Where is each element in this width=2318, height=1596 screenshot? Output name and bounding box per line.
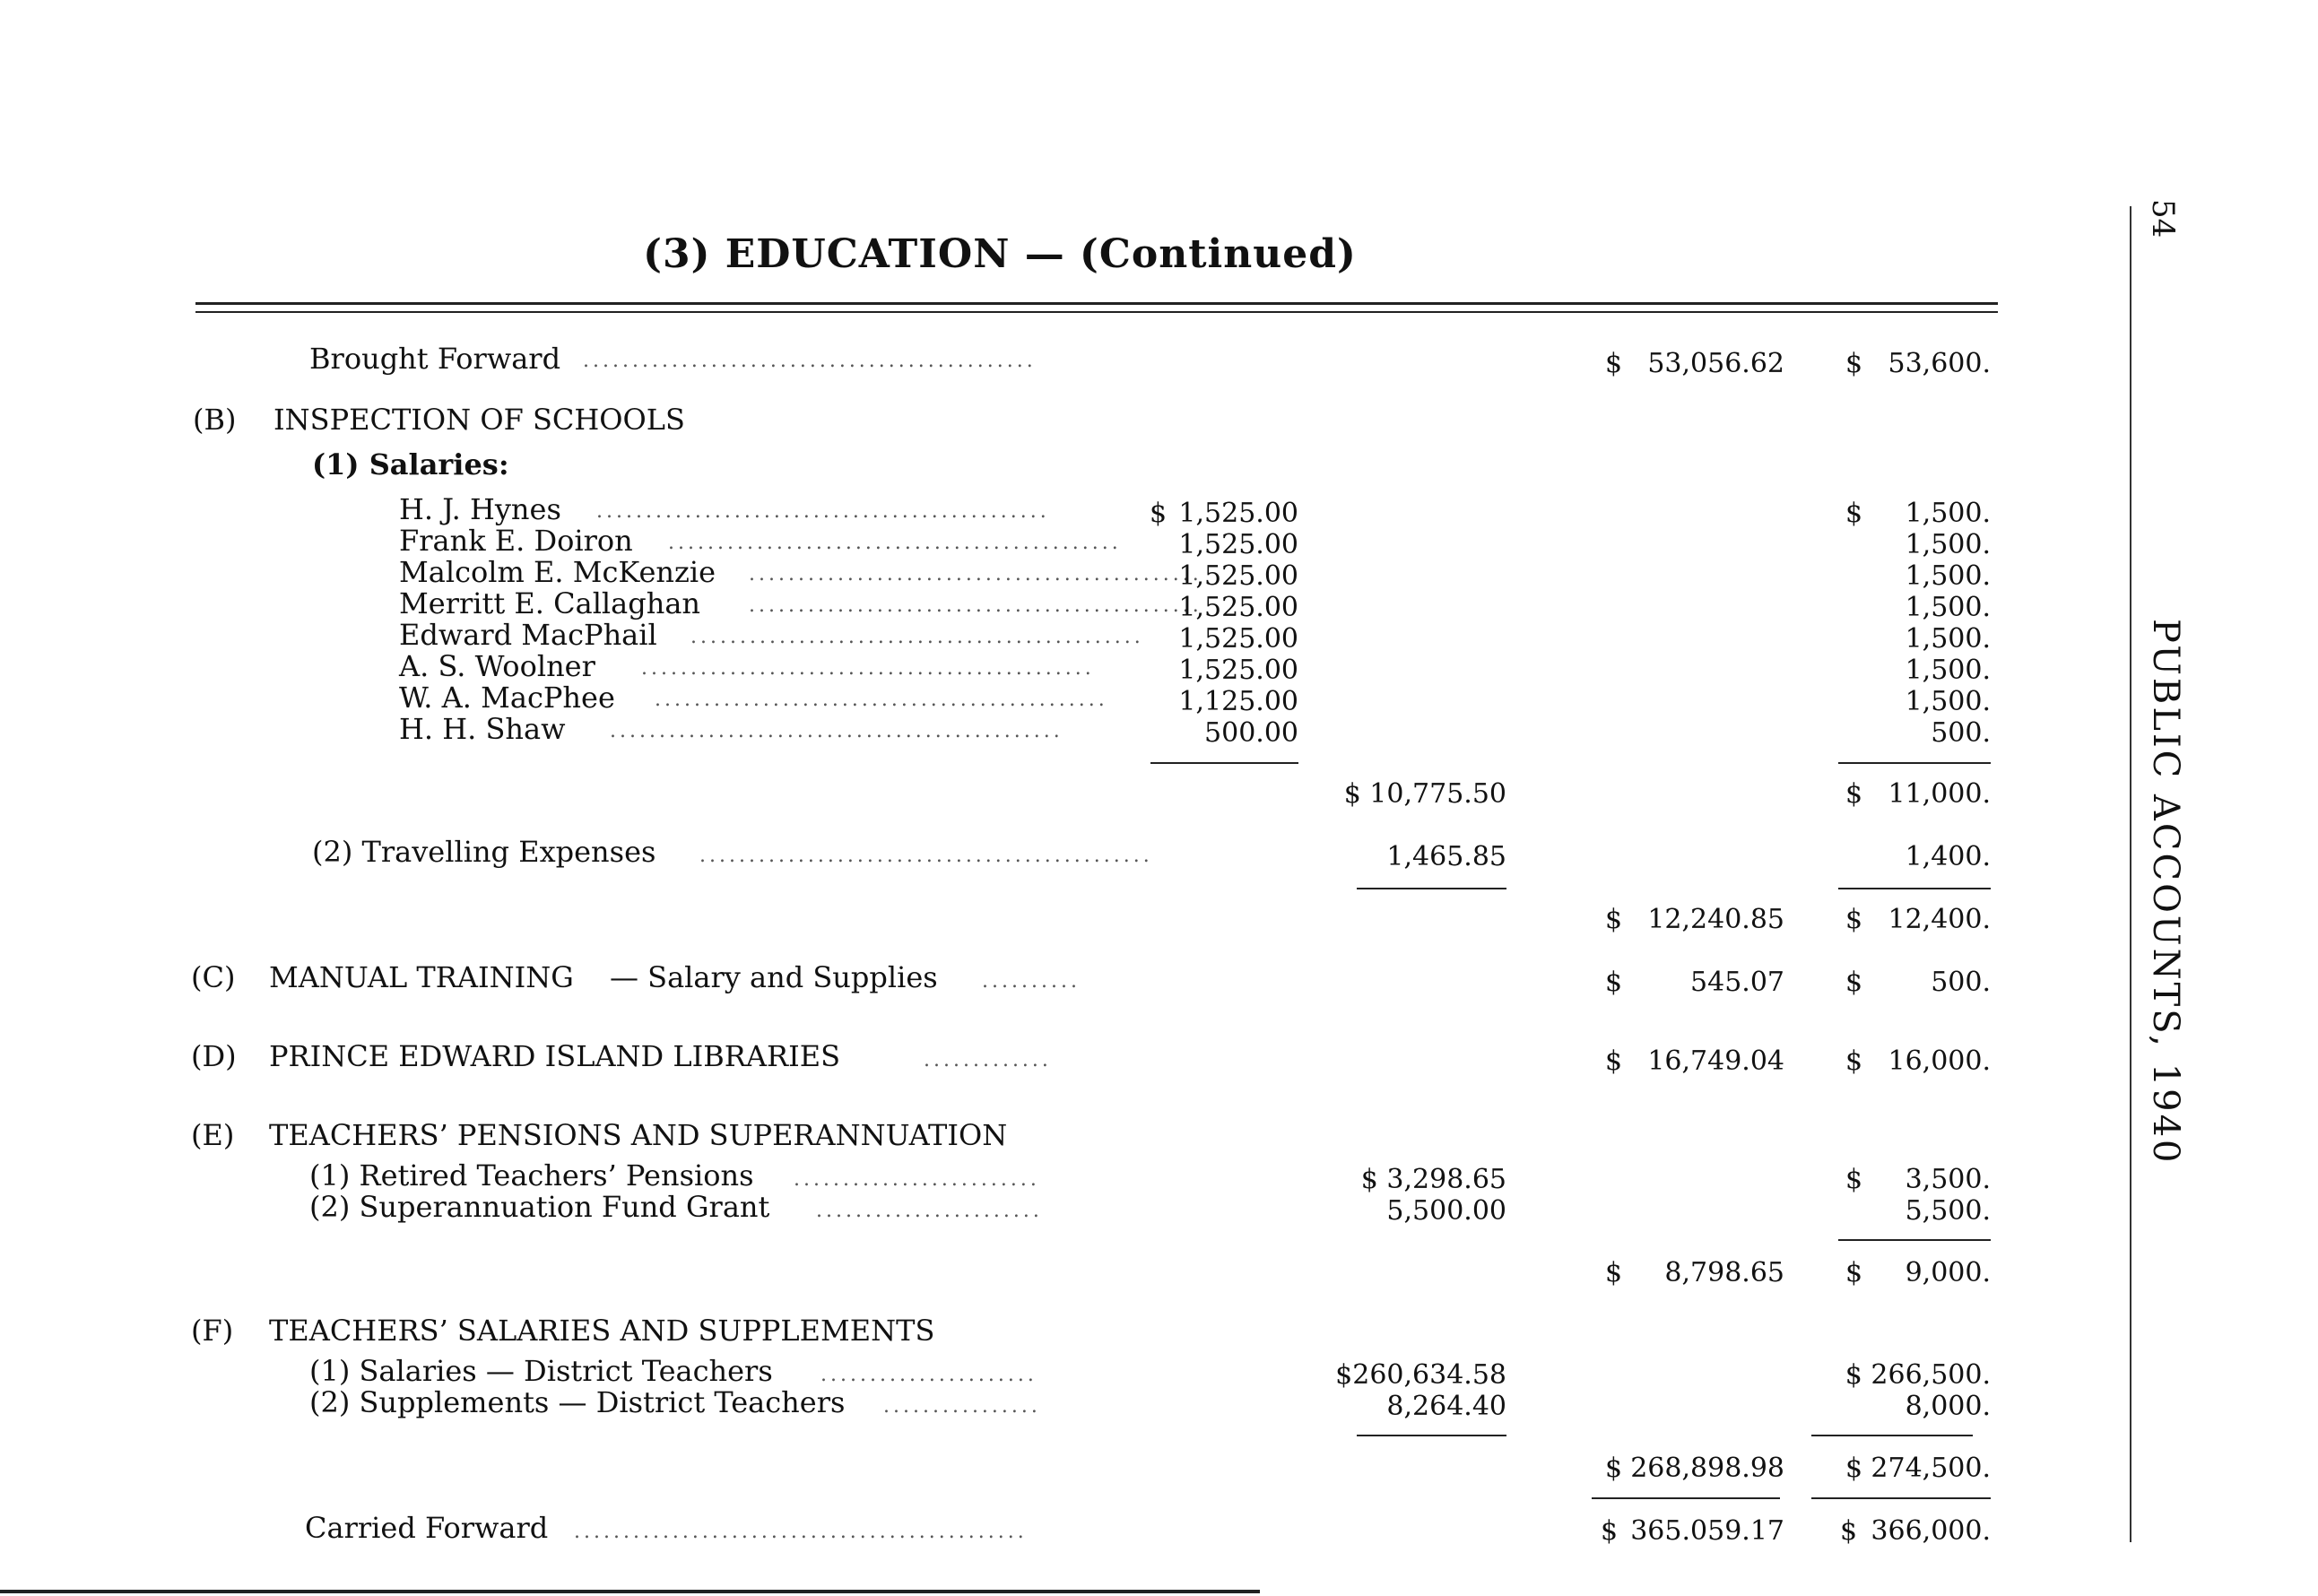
bottom-edge-rule [0, 1590, 1260, 1593]
subtotal-rule [1838, 888, 1991, 889]
list-item-estimate: $ 266,500. [1845, 1359, 1991, 1391]
currency: $ [1605, 1453, 1623, 1484]
list-item-amount: 1,525.00 [1178, 560, 1298, 592]
total-rule [1592, 1497, 1780, 1499]
list-item-estimate: 1,500. [1905, 592, 1991, 623]
list-item-amount: 1,525.00 [1178, 623, 1298, 655]
list-item-amount: 1,525.00 [1178, 655, 1298, 686]
list-item-estimate: 1,500. [1905, 529, 1991, 560]
section-heading: TEACHERS’ SALARIES AND SUPPLEMENTS [269, 1314, 935, 1348]
list-item-amount: $ 3,298.65 [1360, 1164, 1506, 1195]
leader-dots: .............................................. [699, 845, 1153, 867]
section-letter: (F) [191, 1314, 234, 1348]
leader-dots: .............................................. [574, 1521, 1028, 1543]
leader-dots: .............................................. [655, 689, 1108, 711]
list-item-label: (1) Salaries — District Teachers [309, 1354, 773, 1388]
currency: $ [1845, 1257, 1863, 1288]
subtotal-rule [1838, 1239, 1991, 1241]
list-item-label: (1) Retired Teachers’ Pensions [309, 1158, 754, 1193]
list-item-amount: 5,500.00 [1386, 1195, 1506, 1227]
list-item-name: W. A. MacPhee [399, 681, 615, 715]
list-item-name: Edward MacPhail [399, 618, 657, 652]
section-letter: (D) [191, 1039, 237, 1073]
page-title: (3) EDUCATION — (Continued) [643, 231, 1357, 277]
section-amount: 545.07 [1690, 967, 1784, 998]
leader-dots: ............. [924, 1049, 1052, 1071]
header-rule-top [195, 302, 1998, 305]
subtotal-rule [1357, 1435, 1506, 1436]
subtotal-rule [1357, 888, 1506, 889]
currency: $ [1605, 1257, 1623, 1288]
carried-forward-amount: 365.059.17 [1630, 1515, 1784, 1547]
leader-dots: .............................................. [641, 657, 1095, 680]
list-item-amount: 1,525.00 [1178, 498, 1298, 529]
leader-dots: .......... [982, 970, 1081, 993]
list-item-label: (2) Superannuation Fund Grant [309, 1190, 770, 1224]
travelling-amount: 1,465.85 [1386, 841, 1506, 872]
list-item-estimate: 1,500. [1905, 686, 1991, 717]
list-item-amount: 1,525.00 [1178, 529, 1298, 560]
section-estimate: 500. [1931, 967, 1991, 998]
section-subheading: — Salary and Supplies [610, 960, 938, 994]
section-total-estimate: 9,000. [1905, 1257, 1991, 1288]
carried-forward-label: Carried Forward [305, 1511, 549, 1545]
leader-dots: ...................... [820, 1364, 1037, 1386]
travelling-label: (2) Travelling Expenses [312, 835, 656, 869]
section-heading: INSPECTION OF SCHOOLS [273, 403, 685, 437]
subtotal-rule [1150, 762, 1298, 764]
running-title: PUBLIC ACCOUNTS, 1940 [2145, 619, 2186, 1166]
leader-dots: ................ [883, 1395, 1041, 1418]
leader-dots: ....................... [816, 1200, 1043, 1222]
currency: $ [1845, 498, 1863, 529]
brought-forward-amount: 53,056.62 [1647, 348, 1784, 379]
list-item-estimate: 5,500. [1905, 1195, 1991, 1227]
section-total-estimate: 12,400. [1888, 904, 1991, 935]
currency: $ [1845, 904, 1863, 935]
currency: $ [1845, 1453, 1863, 1484]
currency: $ [1840, 1515, 1858, 1547]
leader-dots: .............................................. [610, 720, 1064, 742]
side-divider [2130, 206, 2131, 1542]
brought-forward-label: Brought Forward [309, 342, 561, 376]
currency: $ [1605, 348, 1623, 379]
total-rule [1811, 1497, 1991, 1499]
list-item-name: Merritt E. Callaghan [399, 586, 701, 620]
leader-dots: .............................................. [690, 626, 1144, 648]
list-item-estimate: 1,500. [1905, 623, 1991, 655]
section-total-amount: 268,898.98 [1630, 1453, 1784, 1484]
currency: $ [1605, 904, 1623, 935]
list-item-name: A. S. Woolner [399, 649, 595, 683]
list-item-estimate: 1,500. [1905, 560, 1991, 592]
list-item-estimate: 1,500. [1905, 498, 1991, 529]
salaries-total-amount: $ 10,775.50 [1343, 778, 1506, 810]
list-item-estimate: 1,500. [1905, 655, 1991, 686]
section-total-amount: 8,798.65 [1664, 1257, 1784, 1288]
list-item-amount: 1,125.00 [1178, 686, 1298, 717]
brought-forward-estimate: 53,600. [1888, 348, 1991, 379]
section-heading: TEACHERS’ PENSIONS AND SUPERANNUATION [269, 1118, 1008, 1152]
currency: $ [1845, 348, 1863, 379]
list-item-amount: $260,634.58 [1335, 1359, 1506, 1391]
section-letter: (C) [191, 960, 236, 994]
list-item-label: (2) Supplements — District Teachers [309, 1385, 846, 1419]
section-total-amount: 12,240.85 [1647, 904, 1784, 935]
subsection-heading: (1) Salaries: [312, 447, 509, 481]
section-heading: MANUAL TRAINING [269, 960, 574, 994]
currency: $ [1150, 498, 1168, 529]
leader-dots: .............................................. [596, 500, 1050, 523]
list-item-amount: 1,525.00 [1178, 592, 1298, 623]
carried-forward-estimate: 366,000. [1871, 1515, 1991, 1547]
currency: $ [1845, 967, 1863, 998]
currency: $ [1601, 1515, 1619, 1547]
list-item-name: H. J. Hynes [399, 492, 561, 526]
section-amount: 16,749.04 [1647, 1045, 1784, 1077]
subtotal-rule [1838, 762, 1991, 764]
section-letter: (E) [191, 1118, 235, 1152]
leader-dots: .............................................. [668, 532, 1122, 554]
currency: $ [1845, 1045, 1863, 1077]
currency: $ [1845, 778, 1863, 810]
list-item-estimate: 3,500. [1905, 1164, 1991, 1195]
section-estimate: 16,000. [1888, 1045, 1991, 1077]
list-item-name: Frank E. Doiron [399, 524, 633, 558]
list-item-estimate: 8,000. [1905, 1391, 1991, 1422]
list-item-amount: 500.00 [1204, 717, 1298, 749]
currency: $ [1605, 1045, 1623, 1077]
salaries-total-estimate: 11,000. [1888, 778, 1991, 810]
subtotal-rule [1811, 1435, 1973, 1436]
travelling-estimate: 1,400. [1905, 841, 1991, 872]
section-heading: PRINCE EDWARD ISLAND LIBRARIES [269, 1039, 840, 1073]
leader-dots: ......................... [794, 1168, 1040, 1191]
section-total-estimate: 274,500. [1871, 1453, 1991, 1484]
leader-dots: .............................................. [749, 594, 1202, 617]
list-item-estimate: 500. [1931, 717, 1991, 749]
list-item-amount: 8,264.40 [1386, 1391, 1506, 1422]
leader-dots: .............................................. [749, 563, 1202, 585]
leader-dots: .............................................. [583, 350, 1037, 372]
currency: $ [1845, 1164, 1863, 1195]
currency: $ [1605, 967, 1623, 998]
page-number: 54 [2145, 199, 2181, 239]
header-rule-bottom [195, 311, 1998, 313]
section-letter: (B) [193, 403, 237, 437]
list-item-name: Malcolm E. McKenzie [399, 555, 716, 589]
list-item-name: H. H. Shaw [399, 712, 566, 746]
